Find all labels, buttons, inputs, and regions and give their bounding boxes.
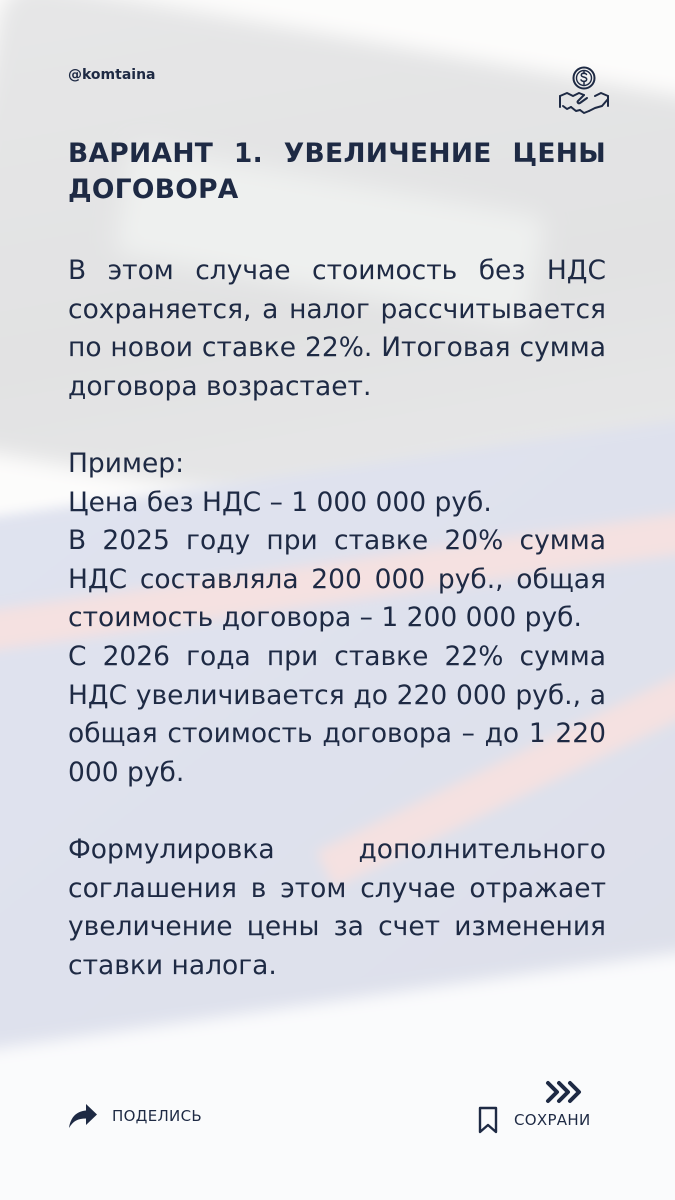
share-button[interactable] [68, 1100, 202, 1132]
handshake-dollar-icon [558, 66, 610, 116]
save-label: СОХРАНИ [514, 1111, 591, 1129]
bookmark-icon [478, 1106, 498, 1134]
account-handle: @komtaina [68, 67, 156, 83]
slide-body [68, 252, 606, 985]
conclusion-paragraph: Формулировка дополнительного соглашения в этом случае отражает увеличение цены за счет изменения ставки налога. [68, 833, 606, 981]
slide-title [68, 136, 606, 208]
slide-title-line-2: ДОГОВОРА [68, 174, 239, 205]
example-2026: С 2026 года при ставке 22% сумма НДС увеличивается до 220 000 руб., а общая стоимость договора – до 1 220 000 руб. [68, 640, 606, 788]
example-2025: В 2025 году при ставке 20% сумма НДС составляла 200 000 руб., общая стоимость договора – 1 200 000 руб. [68, 525, 606, 634]
example-label: Пример: [68, 447, 185, 479]
save-button[interactable] [478, 1104, 590, 1136]
example-price: Цена без НДС – 1 000 000 руб. [68, 486, 492, 518]
triple-chevron-right-icon[interactable] [545, 1080, 583, 1104]
slide-title-line-1: ВАРИАНТ 1. УВЕЛИЧЕНИЕ ЦЕНЫ [68, 138, 606, 169]
share-label: ПОДЕЛИСЬ [112, 1107, 202, 1125]
intro-paragraph: В этом случае стоимость без НДС сохраняется, а налог рассчитывается по новои ставке 22%. Итоговая сумма договора возрастает. [68, 255, 606, 402]
share-arrow-icon [68, 1103, 98, 1129]
